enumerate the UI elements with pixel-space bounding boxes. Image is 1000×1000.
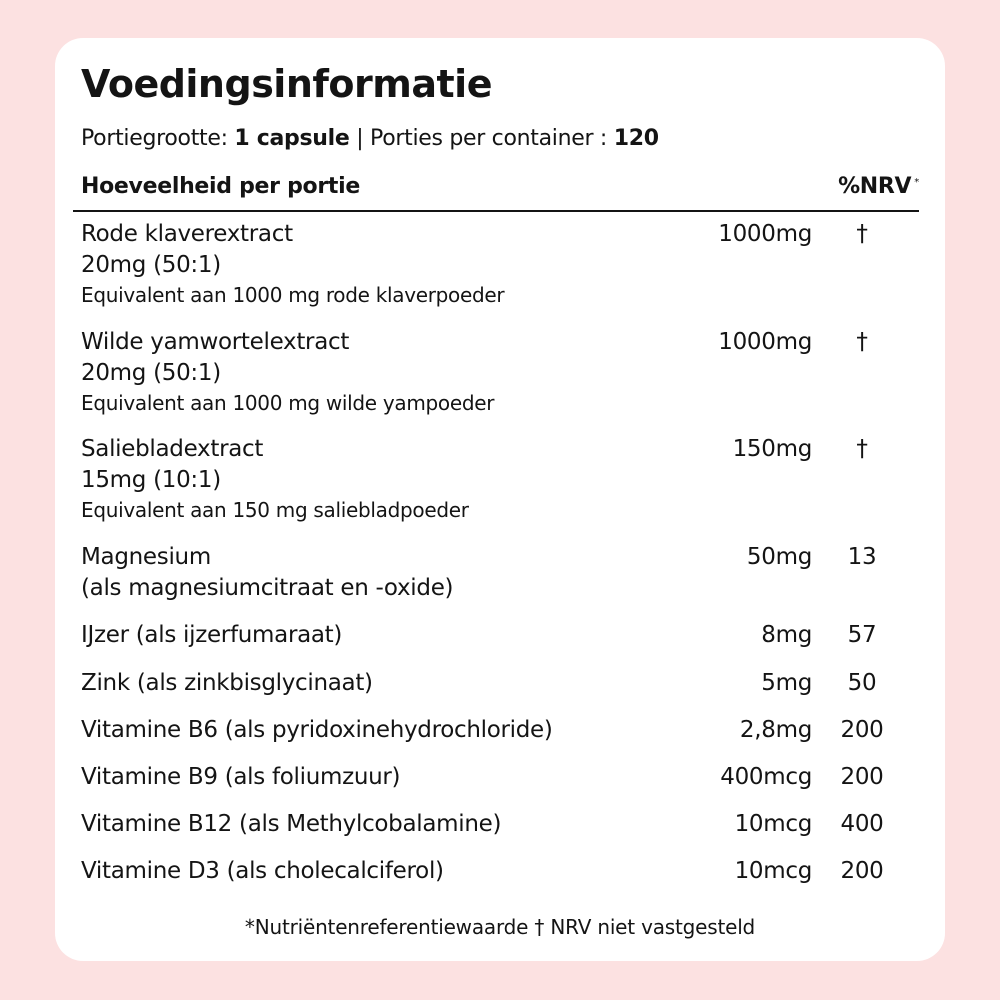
ingredient-detail: 20mg (50:1) bbox=[81, 360, 221, 386]
ingredient-nrv: 13 bbox=[847, 544, 877, 570]
ingredient-nrv: 400 bbox=[840, 811, 884, 837]
ingredient-amount: 10mcg bbox=[734, 811, 812, 837]
ingredient-amount: 10mcg bbox=[734, 858, 812, 884]
ingredient-detail: 15mg (10:1) bbox=[81, 467, 221, 493]
ingredient-detail: 20mg (50:1) bbox=[81, 252, 221, 278]
ingredient-name: Saliebladextract bbox=[81, 436, 264, 462]
ingredient-nrv: 200 bbox=[840, 717, 884, 743]
ingredient-nrv: 57 bbox=[847, 622, 877, 648]
serving-separator: | bbox=[349, 126, 371, 151]
header-divider bbox=[73, 210, 919, 212]
ingredient-name: Magnesium bbox=[81, 544, 211, 570]
footnote: *Nutriëntenreferentiewaarde † NRV niet vastgesteld bbox=[244, 915, 756, 939]
page-title: Voedingsinformatie bbox=[81, 62, 492, 106]
ingredient-amount: 5mg bbox=[761, 670, 812, 696]
serving-info bbox=[81, 126, 659, 151]
nrv-header-asterisk: * bbox=[914, 176, 919, 188]
ingredient-name: Vitamine B6 (als pyridoxinehydrochloride) bbox=[81, 717, 553, 743]
ingredient-name: Rode klaverextract bbox=[81, 221, 293, 247]
ingredient-amount: 50mg bbox=[746, 544, 812, 570]
ingredient-name: Vitamine B9 (als foliumzuur) bbox=[81, 764, 401, 790]
nrv-header bbox=[838, 174, 919, 199]
serving-size-value: 1 capsule bbox=[234, 126, 350, 151]
ingredient-amount: 1000mg bbox=[718, 221, 812, 247]
ingredient-amount: 400mcg bbox=[720, 764, 812, 790]
ingredient-amount: 8mg bbox=[761, 622, 812, 648]
amount-per-serving-header: Hoeveelheid per portie bbox=[81, 174, 360, 199]
ingredient-equivalent: Equivalent aan 150 mg saliebladpoeder bbox=[81, 498, 469, 522]
ingredient-nrv: † bbox=[856, 329, 868, 355]
nutrition-card bbox=[55, 38, 945, 961]
ingredient-detail: (als magnesiumcitraat en -oxide) bbox=[81, 575, 454, 601]
ingredient-name: Zink (als zinkbisglycinaat) bbox=[81, 670, 373, 696]
ingredient-name: Vitamine D3 (als cholecalciferol) bbox=[81, 858, 444, 884]
servings-per-container-label: Porties per container : bbox=[370, 126, 614, 151]
ingredient-amount: 2,8mg bbox=[739, 717, 812, 743]
ingredient-name: IJzer (als ijzerfumaraat) bbox=[81, 622, 343, 648]
ingredient-equivalent: Equivalent aan 1000 mg rode klaverpoeder bbox=[81, 283, 505, 307]
serving-size-label: Portiegrootte: bbox=[81, 126, 235, 151]
ingredient-equivalent: Equivalent aan 1000 mg wilde yampoeder bbox=[81, 391, 495, 415]
ingredient-name: Vitamine B12 (als Methylcobalamine) bbox=[81, 811, 502, 837]
table-header bbox=[81, 174, 919, 210]
servings-per-container-value: 120 bbox=[613, 126, 659, 151]
ingredient-nrv: 50 bbox=[847, 670, 877, 696]
ingredient-nrv: † bbox=[856, 221, 868, 247]
nrv-header-label: %NRV bbox=[838, 174, 912, 199]
ingredient-nrv: 200 bbox=[840, 764, 884, 790]
ingredient-name: Wilde yamwortelextract bbox=[81, 329, 350, 355]
ingredient-amount: 150mg bbox=[732, 436, 812, 462]
ingredient-amount: 1000mg bbox=[718, 329, 812, 355]
ingredient-nrv: † bbox=[856, 436, 868, 462]
ingredient-nrv: 200 bbox=[840, 858, 884, 884]
